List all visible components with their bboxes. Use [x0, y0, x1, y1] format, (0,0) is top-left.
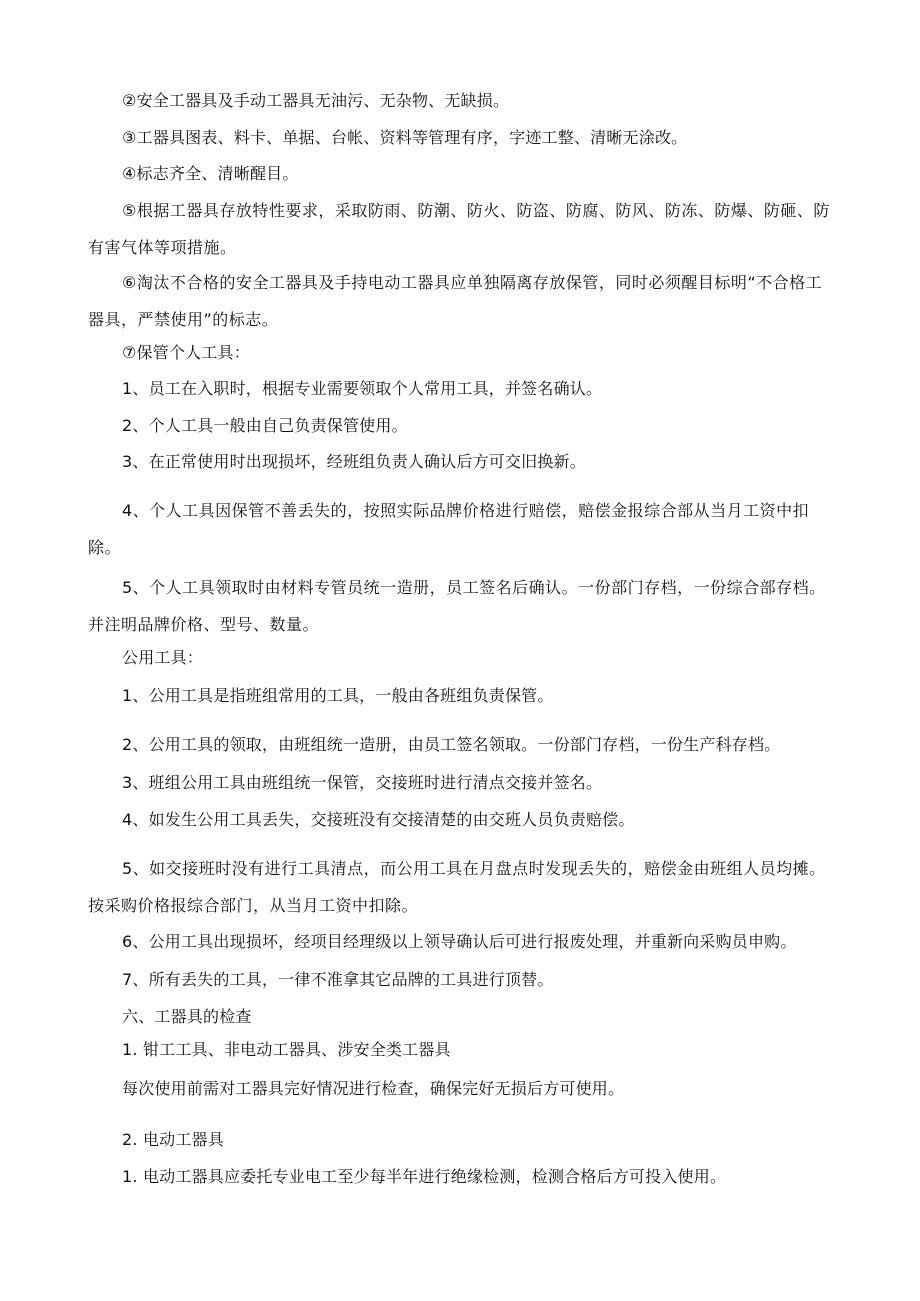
paragraph-rejected-tools: ⑥淘汰不合格的安全工器具及手持电动工器具应单独隔离存放保管，同时必须醒目标明“不合格工器具，严禁使用”的标志。 [88, 273, 823, 329]
list-item-public-4: 4、如发生公用工具丢失，交接班没有交接清楚的由交班人员负责赔偿。 [122, 810, 635, 829]
list-item-personal-4: 4、个人工具因保管不善丢失的，按照实际品牌价格进行赔偿，赔偿金报综合部从当月工资中扣除。 [88, 501, 810, 557]
list-item-public-2: 2、公用工具的领取，由班组统一造册，由员工签名领取。一份部门存档，一份生产科存档。 [122, 735, 781, 754]
list-item-public-3: 3、班组公用工具由班组统一保管，交接班时进行清点交接并签名。 [122, 773, 603, 792]
list-item-public-1: 1、公用工具是指班组常用的工具，一般由各班组负责保管。 [122, 686, 554, 705]
section-heading-inspection: 六、工器具的检查 [122, 1007, 252, 1026]
section-public-tools: 公用工具： [122, 648, 204, 667]
list-item-personal-1: 1、员工在入职时，根据专业需要领取个人常用工具，并签名确认。 [122, 379, 603, 398]
section-personal-tools: ⑦保管个人工具： [122, 343, 250, 362]
paragraph-records-order: ③工器具图表、料卡、单据、台帐、资料等管理有序，字迹工整、清晰无涂改。 [122, 128, 688, 147]
subheading-electric-tools: 2. 电动工器具 [122, 1130, 224, 1149]
paragraph-pre-use-check: 每次使用前需对工器具完好情况进行检查，确保完好无损后方可使用。 [122, 1079, 625, 1098]
list-item-public-7: 7、所有丢失的工具，一律不准拿其它品牌的工具进行顶替。 [122, 970, 554, 989]
list-item-personal-5: 5、个人工具领取时由材料专管员统一造册，员工签名后确认。一份部门存档，一份综合部存档。并注明品牌价格、型号、数量。 [88, 578, 826, 634]
paragraph-insulation-test: 1. 电动工器具应委托专业电工至少每半年进行绝缘检测，检测合格后方可投入使用。 [122, 1167, 727, 1186]
list-item-personal-2: 2、个人工具一般由自己负责保管使用。 [122, 416, 408, 435]
list-item-public-6: 6、公用工具出现损坏，经项目经理级以上领导确认后可进行报废处理，并重新向采购员申购。 [122, 932, 797, 951]
paragraph-signage: ④标志齐全、清晰醒目。 [122, 164, 299, 183]
paragraph-storage-measures: ⑤根据工器具存放特性要求，采取防雨、防潮、防火、防盗、防腐、防风、防冻、防爆、防砸、防有害气体等项措施。 [88, 201, 830, 257]
list-item-public-5: 5、如交接班时没有进行工具清点，而公用工具在月盘点时发现丢失的，赔偿金由班组人员均摊。按采购价格报综合部门，从当月工资中扣除。 [88, 859, 826, 915]
subheading-non-electric-tools: 1. 钳工工具、非电动工器具、涉安全类工器具 [122, 1040, 451, 1059]
paragraph-clean-tools: ②安全工器具及手动工器具无油污、无杂物、无缺损。 [122, 91, 510, 110]
list-item-personal-3: 3、在正常使用时出现损坏，经班组负责人确认后方可交旧换新。 [122, 452, 586, 471]
